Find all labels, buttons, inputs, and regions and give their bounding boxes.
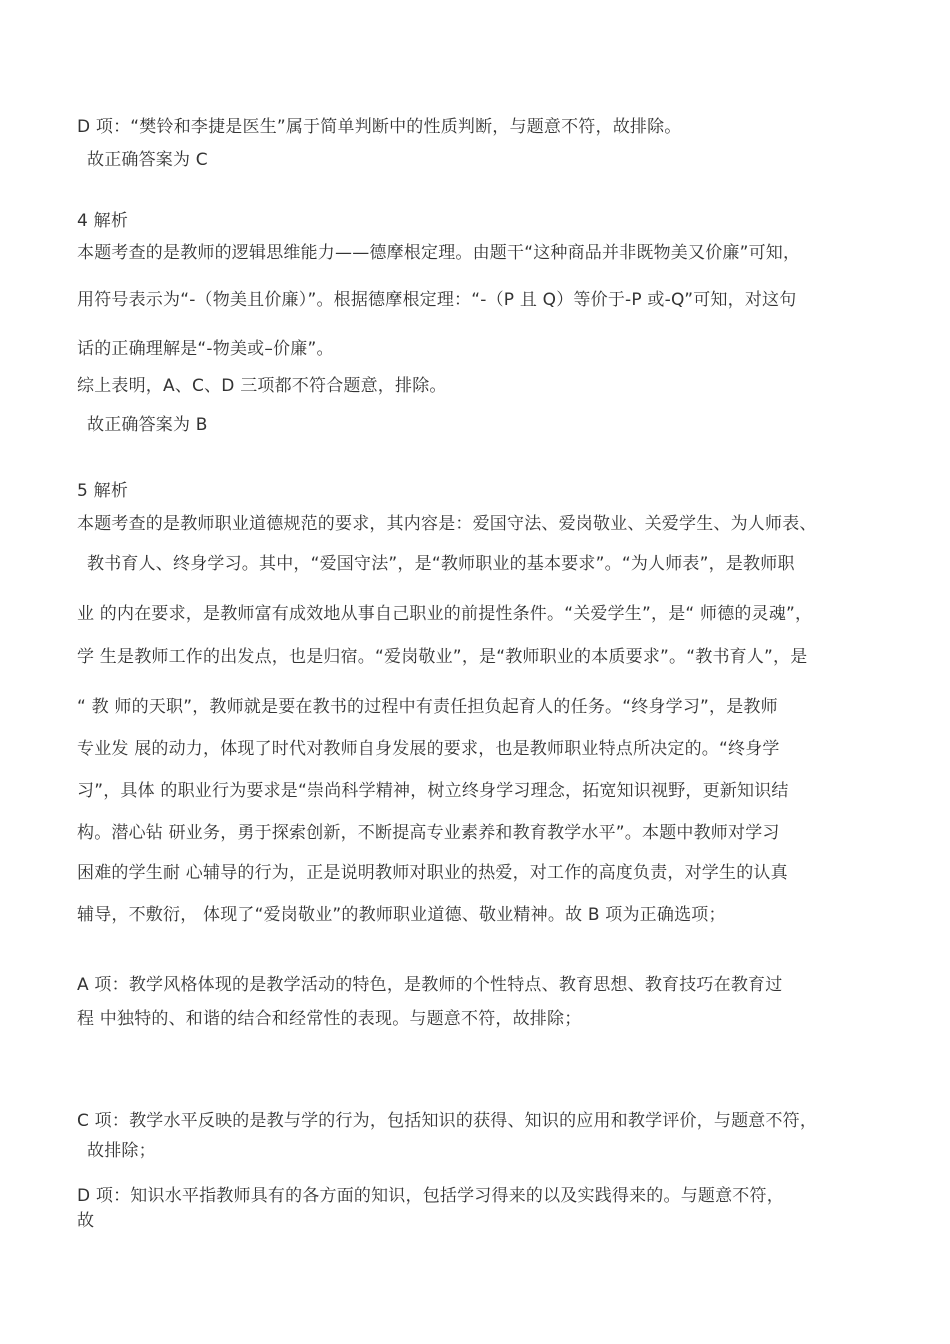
q5-heading: 5 解析	[77, 481, 129, 501]
q5-line: 辅导，不敷衍， 体现了“爱岗敬业”的教师职业道德、敬业精神。故 B 项为正确选项；	[77, 905, 726, 925]
q3-option-d: D 项：“樊铃和李捷是医生”属于简单判断中的性质判断，与题意不符，故排除。	[77, 117, 682, 137]
q5-option-a: A 项：教学风格体现的是教学活动的特色，是教师的个性特点、教育思想、教育技巧在教育过	[77, 975, 783, 995]
q5-line: 构。潜心钻 研业务，勇于探索创新，不断提高专业素养和教育教学水平”。本题中教师对学习	[77, 823, 780, 843]
q5-line: 习”，具体 的职业行为要求是“崇尚科学精神，树立终身学习理念，拓宽知识视野，更新知识结	[77, 781, 789, 801]
q4-line: 综上表明，A、C、D 三项都不符合题意，排除。	[77, 376, 447, 396]
q5-line: 困难的学生耐 心辅导的行为，正是说明教师对职业的热爱，对工作的高度负责，对学生的认真	[77, 863, 788, 883]
q4-line: 本题考查的是教师的逻辑思维能力——德摩根定理。由题干“这种商品并非既物美又价廉”可知，	[77, 243, 801, 263]
q5-option-c: C 项：教学水平反映的是教与学的行为，包括知识的获得、知识的应用和教学评价，与题意不符，	[77, 1111, 818, 1131]
q4-line: 用符号表示为“-（物美且价廉）”。根据德摩根定理：“-（P 且 Q）等价于-P 或-Q”可知，对这句	[77, 290, 797, 310]
q5-line: 本题考查的是教师职业道德规范的要求，其内容是：爱国守法、爱岗敬业、关爱学生、为人师表、	[77, 514, 817, 534]
q4-answer: 故正确答案为 B	[87, 415, 208, 435]
q5-line: 业 的内在要求，是教师富有成效地从事自己职业的前提性条件。“关爱学生”，是“ 师德的灵魂”，	[77, 604, 813, 624]
q5-line: 专业发 展的动力，体现了时代对教师自身发展的要求，也是教师职业特点所决定的。“终身学	[77, 739, 780, 759]
q3-answer: 故正确答案为 C	[87, 150, 208, 170]
q4-line: 话的正确理解是“-物美或–价廉”。	[77, 339, 334, 359]
q5-option-c: 故排除；	[87, 1141, 156, 1161]
q5-line: 教书育人、终身学习。其中，“爱国守法”，是“教师职业的基本要求”。“为人师表”，是教师职	[87, 554, 795, 574]
q4-heading: 4 解析	[77, 211, 129, 231]
q5-line: “ 教 师的天职”，教师就是要在教书的过程中有责任担负起育人的任务。“终身学习”，是教师	[77, 697, 778, 717]
q5-option-d: 故	[77, 1211, 95, 1231]
q5-line: 学 生是教师工作的出发点，也是归宿。“爱岗敬业”，是“教师职业的本质要求”。“教书育人”，是	[77, 647, 808, 667]
q5-option-a: 程 中独特的、和谐的结合和经常性的表现。与题意不符，故排除；	[77, 1009, 582, 1029]
q5-option-d: D 项：知识水平指教师具有的各方面的知识，包括学习得来的以及实践得来的。与题意不符，	[77, 1186, 784, 1206]
